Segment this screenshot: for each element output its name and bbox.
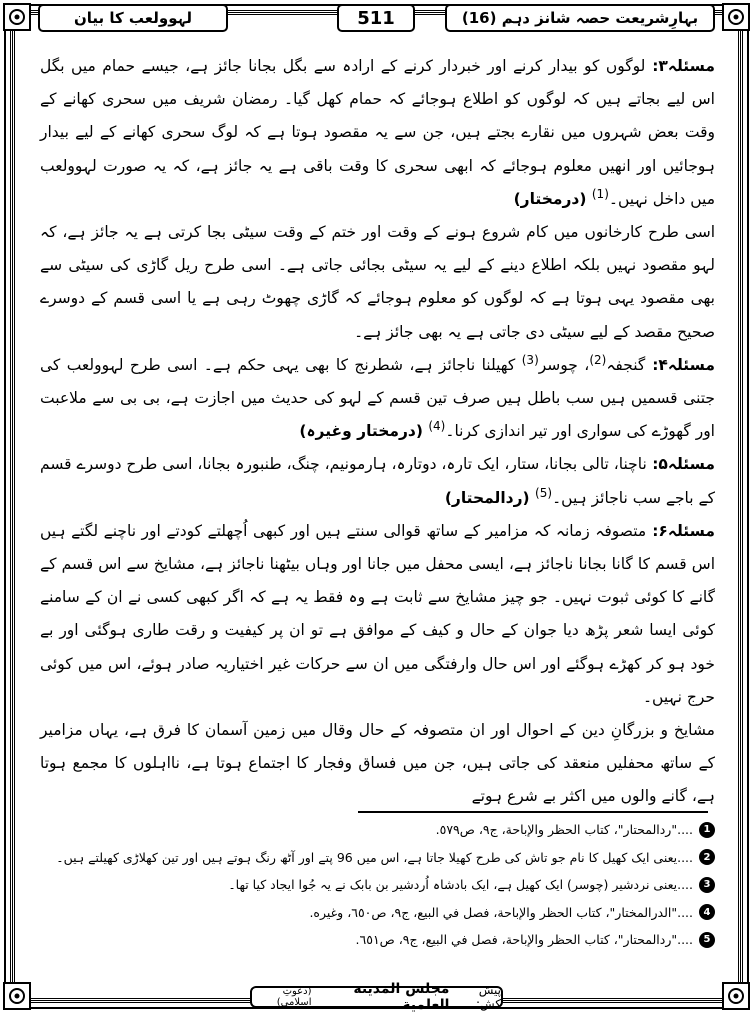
masala-label: مسئلہ۶: <box>646 521 715 540</box>
footnote-number: 3 <box>699 877 715 893</box>
book-part-label: بہارِشریعت حصہ شانز دہم (16) <box>445 4 715 32</box>
footnote-item <box>40 871 715 899</box>
citation: (ردالمحتار) <box>444 488 536 507</box>
paragraph-text: کھیلنا ناجائز ہے، شطرنج کا بھی یہی حکم ہے۔ اسی طرح لہوولعب کی جتنی قسمیں ہیں سب باطل ہیں صرف تین قسم کے لہو کی حدیث میں اجازت ہے، بی بی سے ملاعبت اور گھوڑے کی سواری اور تیر اندازی کرنا۔ <box>40 355 715 441</box>
footnote-number: 1 <box>699 822 715 838</box>
citation: (درمختار وغیرہ) <box>299 422 429 441</box>
footnote-ref: (2) <box>589 352 607 367</box>
footnote-ref: (5) <box>535 485 553 500</box>
footnote-item <box>40 926 715 954</box>
section-title: لہوولعب کا بیان <box>38 4 228 32</box>
masala-label: مسئلہ۳: <box>645 57 715 75</box>
footnote-text: ...."ردالمحتار"، كتاب الحظر والإباحة، فصل في البيع، ج٩، ص٦٥١. <box>355 932 693 947</box>
footnote-text: ....یعنی ایک کھیل کا نام جو تاش کی طرح کھیلا جاتا ہے، اس میں 96 پتے اور آٹھ رنگ ہوتے ہیں اور تین کھلاڑی کھیلتے ہیں۔ <box>56 849 693 865</box>
footnote-ref: (4) <box>428 419 446 434</box>
page-footer <box>250 981 503 1013</box>
page-number: 511 <box>337 4 415 32</box>
paragraph-text: ناچنا، تالی بجانا، ستار، ایک تارہ، دوتارہ، ہارمونیم، چنگ، طنبورہ بجانا، اسی طرح دوسرے قسم کے باجے سب ناجائز ہیں۔ <box>40 455 715 507</box>
footnote-item <box>40 899 715 927</box>
paragraph-text: لوگوں کو بیدار کرنے اور خبردار کرنے کے ارادہ سے بگل بجانا جائز ہے، جیسے حمام میں بگل اس لیے بجاتے ہیں کہ لوگوں کو اطلاع ہوجائے کہ حمام کھل گیا۔ رمضان شریف میں سحری کھانے کے وقت بعض شہروں میں نقارے بجتے ہیں، جن سے یہ مقصود ہوتا ہے کہ لوگ سحری کھانے کے لیے بیدار ہوجائیں اور انھیں معلوم ہوجائے کہ ابھی سحری کا وقت باقی ہے یہ جائز ہے، کہ یہ صورت لہوولعب میں داخل نہیں۔ <box>40 57 715 208</box>
paragraph <box>40 216 715 349</box>
footer-prefix: پیش کش: <box>475 983 501 1011</box>
paragraph-text: متصوفہ زمانہ کہ مزامیر کے ساتھ قوالی سنتے ہیں اور کبھی اُچھلتے کودتے اور ناچنے لگتے ہیں اس قسم کا گانا بجانا ناجائز ہے، ایسی محفل میں جانا اور وہاں بیٹھنا ناجائز ہے، مشایخ سے اس قسم کے گانے کا کوئی ثبوت نہیں۔ جو چیز مشایخ سے ثابت ہے وہ فقط یہ ہے کہ اگر کبھی کسی نے ان کے سامنے کوئی ایسا شعر پڑھ دیا جوان کے حال و کیف کے موافق ہے تو ان پر کیفیت و رقت طاری ہوگئی اور بے خود ہو کر کھڑے ہوگئے اور اس حال وارفتگی میں ان سے حرکات غیر اختیاریہ صادر ہوئے، اس میں کوئی حرج نہیں۔ <box>40 521 715 706</box>
footer-sub: (دعوتِ اسلامی) <box>276 986 312 1008</box>
footnote-text: ...."الدرالمختار"، كتاب الحظر والإباحة، فصل في البيع، ج٩، ص٦٥٠، وغيره. <box>309 904 693 920</box>
paragraph-text: گنجفہ <box>606 355 646 374</box>
citation: (درمختار) <box>513 189 592 208</box>
masala-label: مسئلہ۵: <box>646 455 715 474</box>
footnote-ref: (3) <box>521 352 539 367</box>
footnote-number: 4 <box>699 904 715 920</box>
corner-ornament-icon <box>721 981 751 1011</box>
corner-ornament-icon <box>2 981 32 1011</box>
paragraph <box>40 448 715 514</box>
page-body <box>40 50 715 814</box>
paragraph <box>40 714 715 814</box>
footer-org: مجلس المدينة العلمية <box>353 981 450 1013</box>
paragraph <box>40 50 715 216</box>
footnote-number: 5 <box>699 932 715 948</box>
footnote-text: ...."ردالمحتار"، كتاب الحظر والإباحة، ج٩، ص٥٧٩. <box>435 822 693 837</box>
footnote-text: ....یعنی نردشیر (چوسر) ایک کھیل ہے، ایک بادشاہ اُردشیر بن بابک نے یہ جُوا ایجاد کیا تھا۔ <box>228 877 693 892</box>
corner-ornament-icon <box>2 2 32 32</box>
footnote-item <box>40 816 715 844</box>
paragraph-text: اسی طرح کارخانوں میں کام شروع ہونے کے وقت اور ختم کے وقت سیٹی بجا کرتی ہے یہ جائز ہے، کہ لہو مقصود نہیں بلکہ اطلاع دینے کے لیے یہ سیٹی بجائی جاتی ہے۔ اسی طرح ریل گاڑی کی سیٹی سے بھی مقصود یہی ہوتا ہے کہ لوگوں کو معلوم ہوجائے کہ گاڑی چھوٹ رہی ہے یا اسی قسم کے دوسرے صحیح مقصد کے لیے سیٹی دی جاتی ہے یہ بھی جائز ہے۔ <box>40 223 715 341</box>
paragraph <box>40 349 715 449</box>
footnote-separator <box>358 811 708 813</box>
footnote-ref: (1) <box>591 186 609 201</box>
masala-label: مسئلہ۴: <box>645 355 715 374</box>
paragraph <box>40 515 715 714</box>
paragraph-text: مشایخ و بزرگانِ دین کے احوال اور ان متصوفہ کے حال وقال میں زمین آسمان کا فرق ہے، یہاں مزامیر کے ساتھ محفلیں منعقد کی جاتی ہیں، جن میں فساق وفجار کا اجتماع ہوتا ہے، نااہلوں کا مجمع ہوتا ہے، گانے والوں میں اکثر بے شرع ہوتے <box>40 721 715 806</box>
corner-ornament-icon <box>721 2 751 32</box>
footnote-number: 2 <box>699 849 715 865</box>
paragraph-text: ، چوسر <box>538 355 590 374</box>
footnotes <box>40 816 715 954</box>
page-header <box>38 4 715 34</box>
footnote-item <box>40 844 715 872</box>
